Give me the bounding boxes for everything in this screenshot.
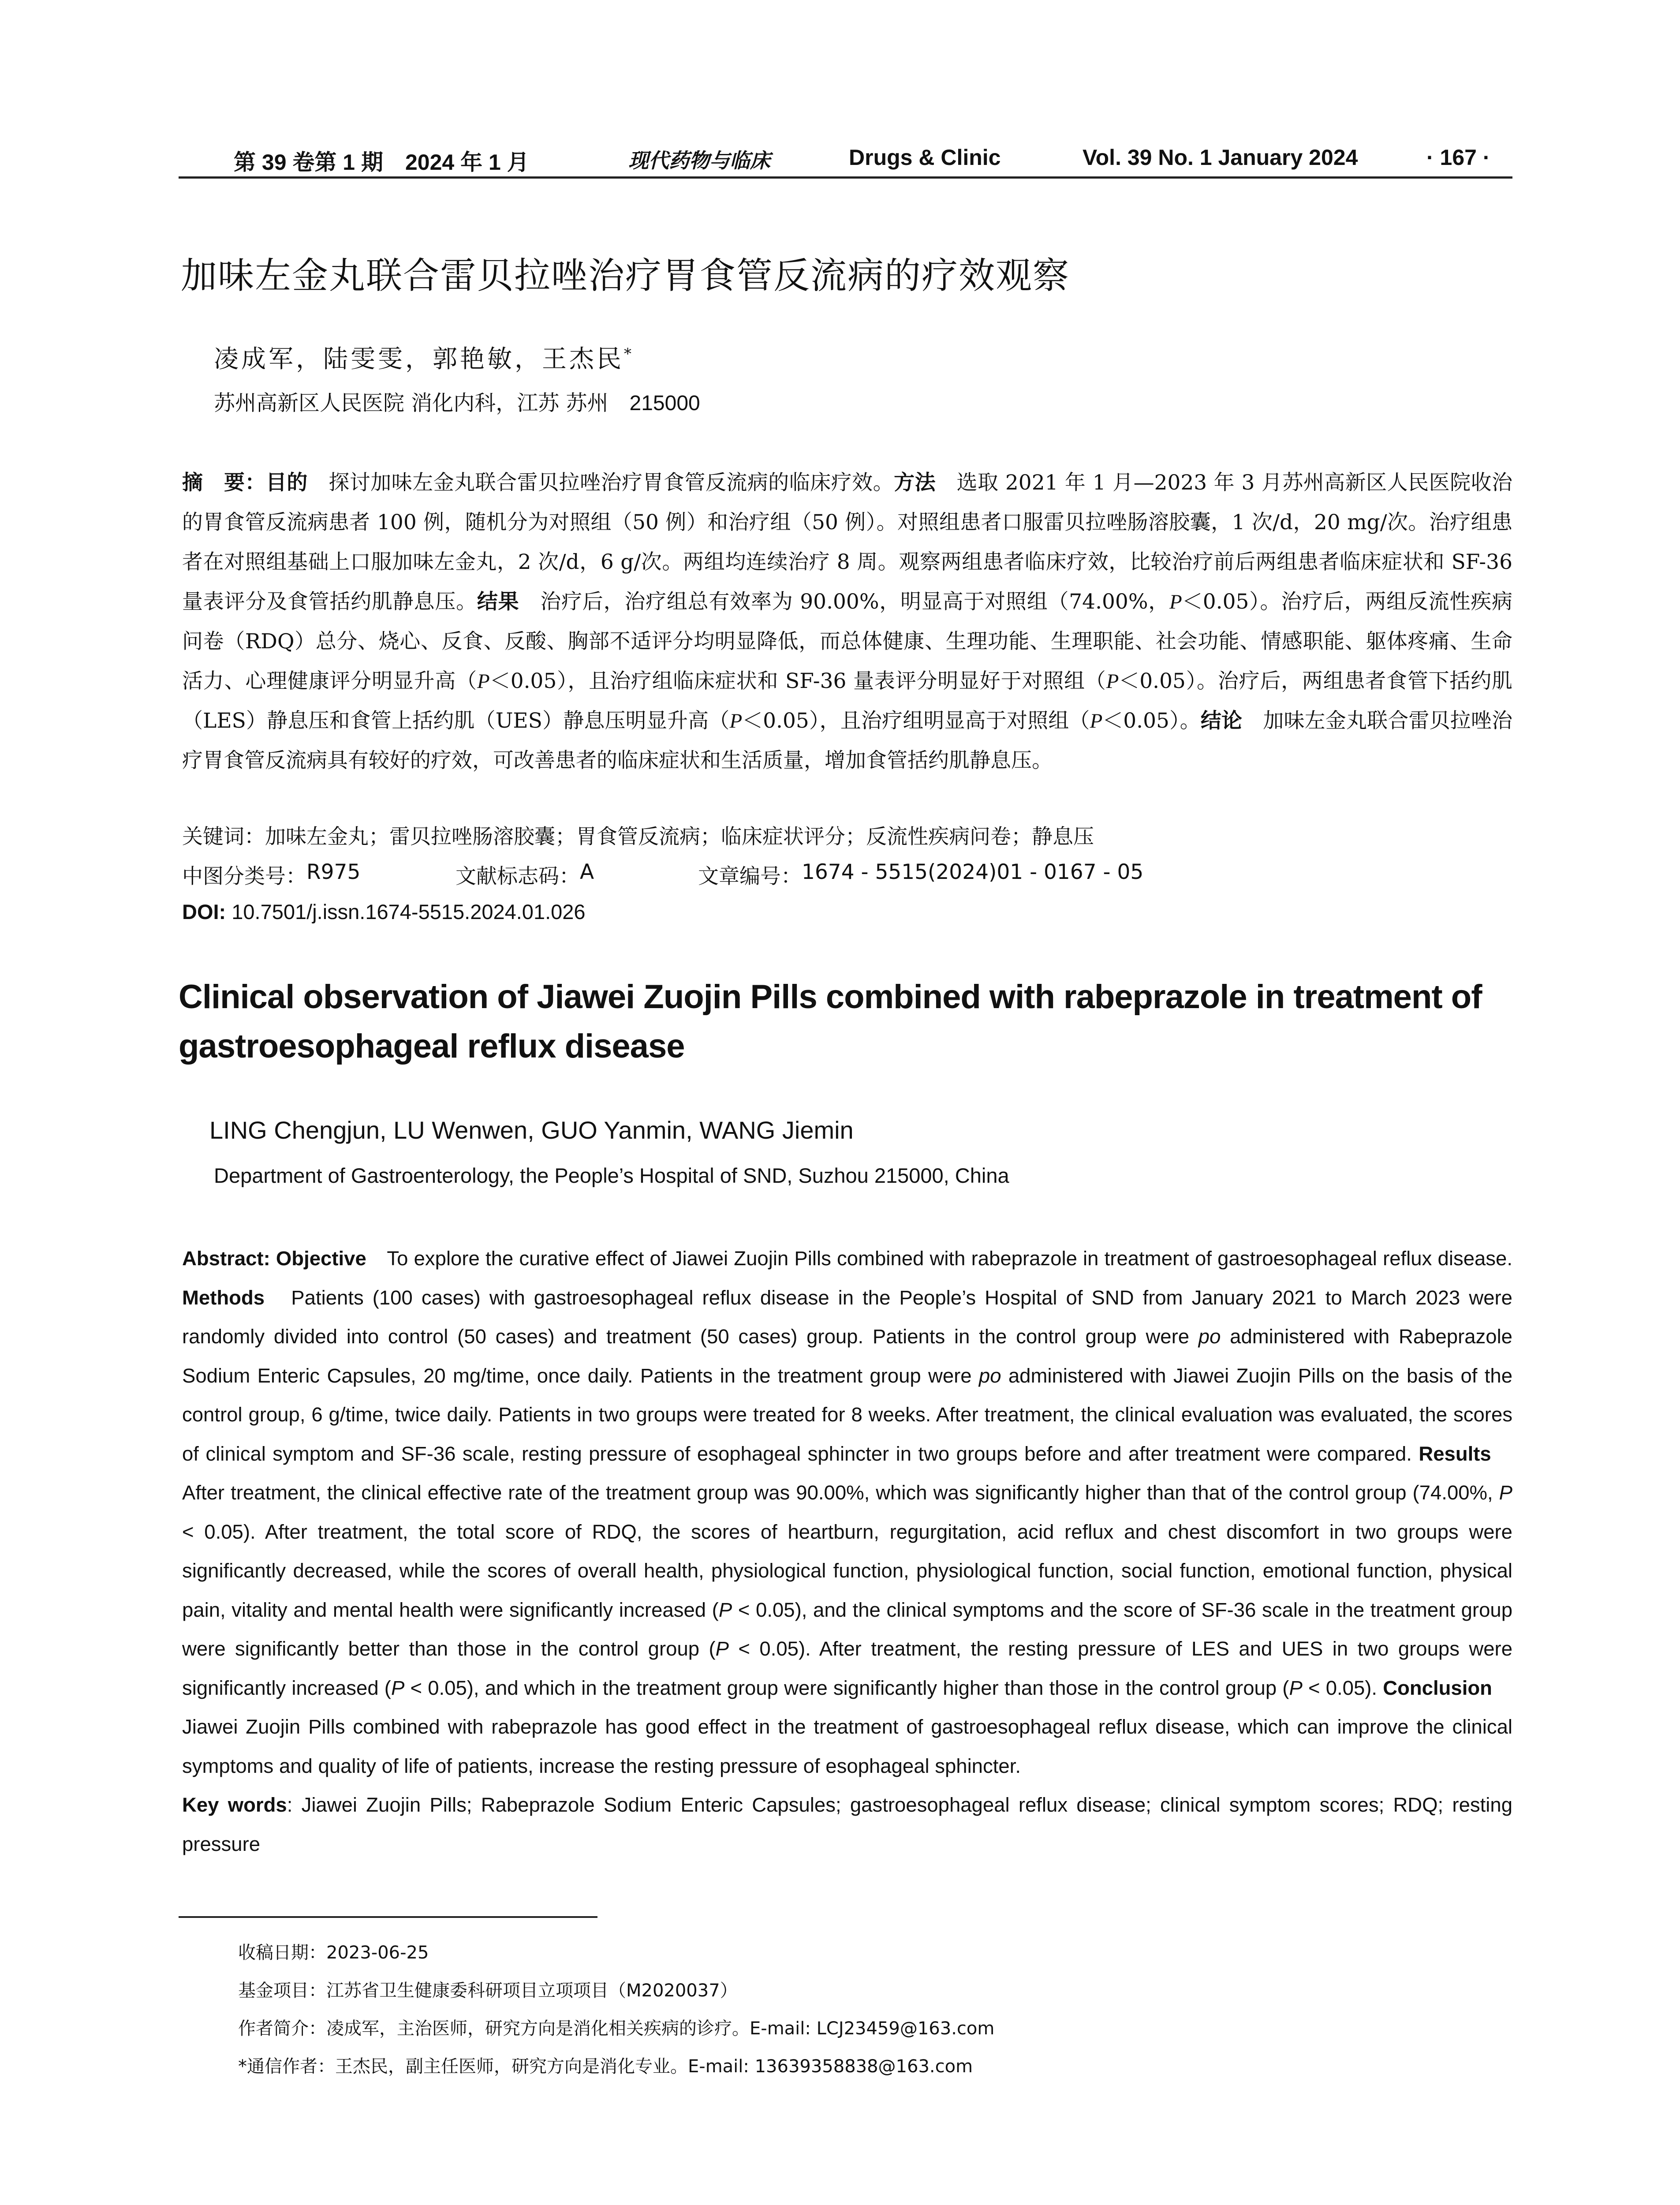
- cn-abstract: [182, 463, 1512, 781]
- p-symbol: P: [1090, 710, 1103, 733]
- cn-keywords-label: 关键词：: [182, 825, 265, 849]
- cn-corresponding-mark: *: [624, 345, 634, 363]
- en-affiliation: Department of Gastroenterology, the People’s Hospital of SND, Suzhou 215000, China: [214, 1164, 1009, 1187]
- p-symbol: P: [718, 1598, 732, 1621]
- doi-label: DOI:: [182, 900, 226, 923]
- cn-title: 加味左金丸联合雷贝拉唑治疗胃食管反流病的疗效观察: [181, 255, 1070, 297]
- p-symbol: P: [1106, 670, 1119, 693]
- header-rule: [179, 176, 1512, 179]
- p-symbol: P: [477, 670, 490, 693]
- cn-keywords-text: 加味左金丸；雷贝拉唑肠溶胶囊；胃食管反流病；临床症状评分；反流性疾病问卷；静息压: [265, 825, 1094, 849]
- po-term: po: [1198, 1325, 1221, 1348]
- cn-objective: 探讨加味左金丸联合雷贝拉唑治疗胃食管反流病的临床疗效。: [307, 471, 894, 495]
- cn-methods: 选取 2021 年 1 月—2023 年 3 月苏州高新区人民医院收治的胃食管反流病患者 100 例，随机分为对照组（50 例）和治疗组（50 例）。对照组患者口服雷贝拉唑肠溶胶囊，1 次/d，20 mg/次。治疗组患者在对照组基础上口服加味左金丸，2 次/d，6 g/次。两组均连续治疗 8 周。观察两组患者临床疗效，比较治疗前后两组患者临床症状和 SF-36 量表评分及食管括约肌静息压。: [182, 471, 1513, 614]
- header-journal-en: Drugs & Clinic: [849, 145, 1001, 170]
- footnote-corresponding: *通信作者：王杰民，副主任医师，研究方向是消化专业。E-mail: 13639358838@163.com: [238, 2056, 973, 2077]
- cn-abstract-label: 摘 要：: [182, 471, 266, 495]
- header-page-number: · 167 ·: [1426, 145, 1490, 170]
- en-results-label: Results: [1419, 1442, 1491, 1465]
- cn-objective-label: 目的: [265, 471, 308, 495]
- en-conclusion: Jiawei Zuojin Pills combined with rabeprazole has good effect in the treatment of gastroesophageal reflux disease, which can improve the clinical symptoms and quality of life of patients, increase the resting pressure of esophageal sphincter.: [182, 1676, 1512, 1777]
- en-abstract-label: Abstract:: [182, 1247, 270, 1270]
- cn-clc: [182, 860, 361, 889]
- cn-results-label: 结果: [477, 590, 519, 614]
- footnote-rule: [179, 1916, 597, 1918]
- en-results: < 0.05), and the clinical symptoms and the score of SF-36 scale in the treatment group were significantly better than those in the control group (: [182, 1598, 1512, 1660]
- po-term: po: [978, 1364, 1001, 1387]
- p-symbol: P: [1169, 590, 1182, 613]
- cn-article-number: [698, 860, 1144, 889]
- cn-conclusion-label: 结论: [1200, 709, 1243, 733]
- en-results: < 0.05).: [1302, 1676, 1383, 1699]
- en-results: After treatment, the clinical effective rate of the treatment group was 90.00%, which was significantly higher than that of the control group (74.00%,: [182, 1442, 1512, 1504]
- footnote-author: 作者简介：凌成军，主治医师，研究方向是消化相关疾病的诊疗。E-mail: LCJ23459@163.com: [238, 2018, 995, 2039]
- cn-doc-value: A: [580, 860, 594, 884]
- cn-authors: [214, 340, 634, 375]
- cn-doc-code: [455, 860, 594, 889]
- p-symbol: P: [391, 1676, 405, 1699]
- cn-affiliation: [214, 386, 700, 416]
- cn-article-value: 1674 - 5515(2024)01 - 0167 - 05: [802, 860, 1144, 884]
- p-symbol: P: [715, 1637, 729, 1660]
- p-symbol: P: [1499, 1481, 1512, 1504]
- en-conclusion-label: Conclusion: [1383, 1676, 1492, 1699]
- en-objective-label: Objective: [270, 1247, 366, 1270]
- cn-postcode: 215000: [629, 392, 700, 415]
- en-results: < 0.05), and which in the treatment group were significantly higher than those in the control group (: [404, 1676, 1289, 1699]
- p-symbol: P: [1289, 1676, 1303, 1699]
- cn-results: ＜0.05）。治疗后，两组反流性疾病问卷（RDQ）总分、烧心、反食、反酸、胸部不适评分均明显降低，而总体健康、生理功能、生理职能、社会功能、情感职能、躯体疼痛、生命活力、心理健康评分明显升高（: [182, 590, 1513, 693]
- en-results: < 0.05). After treatment, the resting pressure of LES and UES in two groups were significantly increased (: [182, 1637, 1512, 1699]
- cn-results: ＜0.05）。: [1102, 709, 1201, 733]
- en-methods-label: Methods: [182, 1286, 265, 1309]
- cn-doc-label: 文献标志码：: [455, 864, 580, 889]
- en-results: < 0.05). After treatment, the total score of RDQ, the scores of heartburn, regurgitation, acid reflux and chest discomfort in two groups were significantly decreased, while the scores of overall health, physiological function, physiological function, social function, emotional function, physical pain, vitality and mental health were significantly increased (: [182, 1520, 1512, 1621]
- cn-methods-label: 方法: [894, 471, 936, 495]
- header-volume: Vol. 39 No. 1 January 2024: [1083, 145, 1358, 170]
- running-header: [179, 140, 1512, 180]
- cn-author-names: 凌成军，陆雯雯，郭艳敏，王杰民: [214, 345, 624, 374]
- en-keywords-text: : Jiawei Zuojin Pills; Rabeprazole Sodium Enteric Capsules; gastroesophageal reflux disease; clinical symptom scores; RDQ; resting pressure: [182, 1794, 1512, 1855]
- doi: [182, 900, 586, 924]
- header-issue: 第 39 卷第 1 期 2024 年 1 月: [234, 150, 529, 175]
- header-journal-cn: 现代药物与临床: [628, 149, 770, 172]
- cn-clc-value: R975: [306, 860, 361, 884]
- en-methods: Patients (100 cases) with gastroesophageal reflux disease in the People’s Hospital of SND from January 2021 to March 2023 were randomly divided into control (50 cases) and treatment (50 cases) group. Patients in the control group were: [182, 1286, 1512, 1348]
- cn-results: ＜0.05），且治疗组明显高于对照组（: [742, 709, 1090, 733]
- cn-results: 治疗后，治疗组总有效率为 90.00%，明显高于对照组（74.00%，: [519, 590, 1170, 614]
- en-keywords-label: Key words: [182, 1794, 287, 1816]
- en-title: Clinical observation of Jiawei Zuojin Pills combined with rabeprazole in treatment of gastroesophageal reflux disease: [179, 978, 1482, 1065]
- cn-results: ＜0.05），且治疗组临床症状和 SF-36 量表评分明显好于对照组（: [489, 669, 1106, 693]
- cn-results: ＜0.05）。治疗后，两组患者食管下括约肌（LES）静息压和食管上括约肌（UES）静息压明显升高（: [182, 669, 1512, 733]
- footnote-received: 收稿日期：2023-06-25: [238, 1943, 429, 1963]
- en-objective: To explore the curative effect of Jiawei Zuojin Pills combined with rabeprazole in treatment of gastroesophageal reflux disease.: [366, 1247, 1512, 1270]
- en-methods: administered with Rabeprazole Sodium Enteric Capsules, 20 mg/time, once daily. Patients in the treatment group were: [182, 1325, 1512, 1387]
- cn-affiliation-text: 苏州高新区人民医院 消化内科，江苏 苏州: [214, 391, 609, 415]
- footnotes: [238, 1934, 1473, 2085]
- en-authors: LING Chengjun, LU Wenwen, GUO Yanmin, WANG Jiemin: [209, 1116, 854, 1144]
- en-methods: administered with Jiawei Zuojin Pills on the basis of the control group, 6 g/time, twice daily. Patients in two groups were treated for 8 weeks. After treatment, the clinical evaluation was evaluated, the scores of clinical symptom and SF-36 scale, resting pressure of esophageal sphincter in two groups before and after treatment were compared.: [182, 1364, 1512, 1465]
- footnote-fund: 基金项目：江苏省卫生健康委科研项目立项项目（M2020037）: [238, 1981, 738, 2001]
- p-symbol: P: [729, 710, 743, 733]
- cn-conclusion: 加味左金丸联合雷贝拉唑治疗胃食管反流病具有较好的疗效，可改善患者的临床症状和生活质量，增加食管括约肌静息压。: [182, 709, 1513, 773]
- doi-value[interactable]: 10.7501/j.issn.1674-5515.2024.01.026: [226, 900, 586, 923]
- cn-keywords: [182, 820, 1512, 850]
- cn-clc-label: 中图分类号：: [182, 864, 306, 889]
- en-abstract: [182, 1239, 1512, 1864]
- cn-article-label: 文章编号：: [698, 864, 802, 889]
